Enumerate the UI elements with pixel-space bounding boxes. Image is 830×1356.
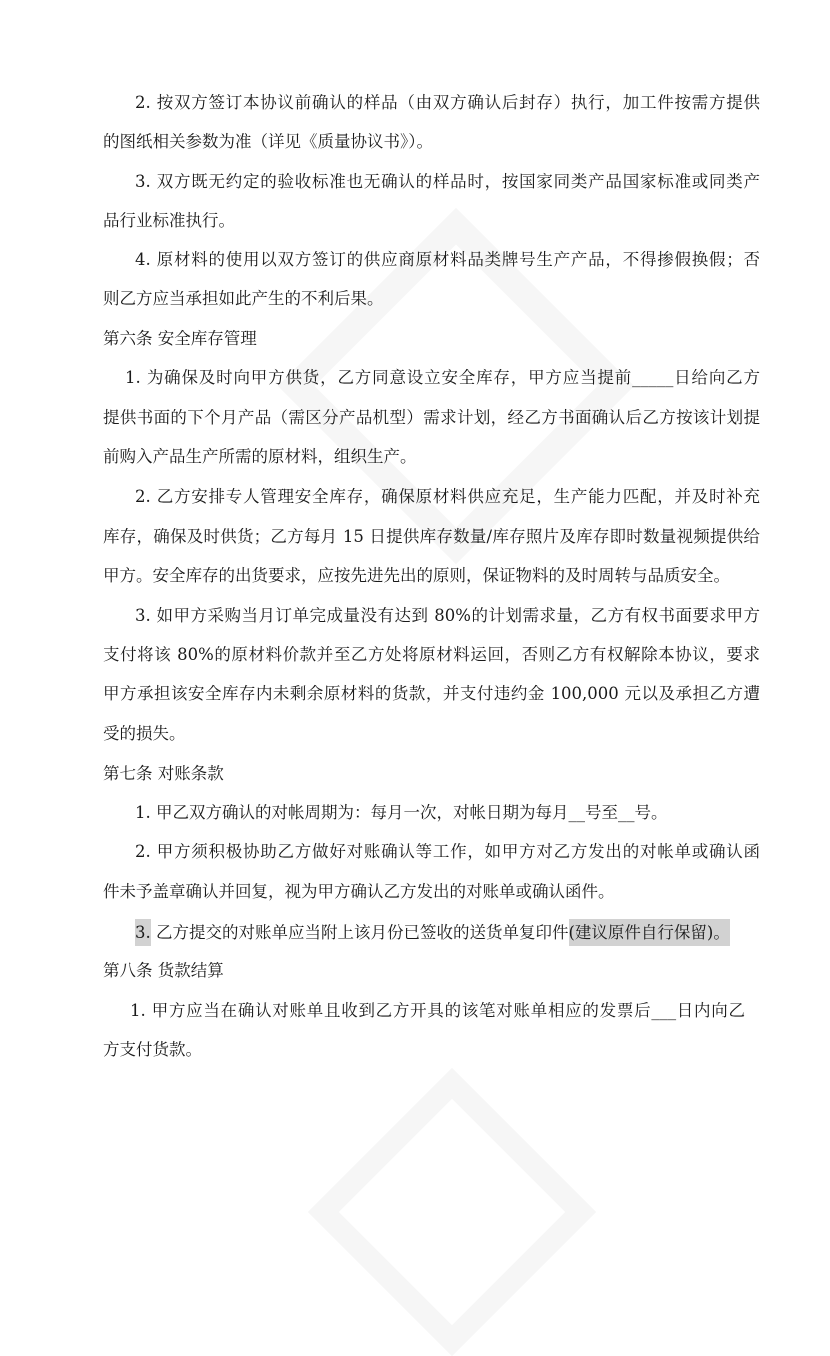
paragraph-line: 受的损失。 xyxy=(103,724,186,743)
paragraph-line: 3. 如甲方采购当月订单完成量没有达到 80%的计划需求量，乙方有权书面要求甲方 xyxy=(135,606,760,625)
paragraph-line xyxy=(135,922,730,944)
paragraph-line: 品行业标准执行。 xyxy=(103,211,235,230)
paragraph-line: 甲方承担该安全库存内未剩余原材料的货款，并支付违约金 100,000 元以及承担乙方遭 xyxy=(103,684,760,703)
paragraph-line: 前购入产品生产所需的原材料，组织生产。 xyxy=(103,447,417,466)
paragraph-line: 1. 为确保及时向甲方供货，乙方同意设立安全库存，甲方应当提前_____日给向乙方 xyxy=(125,368,760,387)
paragraph-line: 2. 甲方须积极协助乙方做好对账确认等工作，如甲方对乙方发出的对帐单或确认函 xyxy=(135,842,760,861)
paragraph-line: 1. 甲乙双方确认的对帐周期为：每月一次，对帐日期为每月__号至__号。 xyxy=(135,803,668,822)
highlighted-text: (建议原件自行保留)。 xyxy=(569,919,730,946)
watermark xyxy=(308,1068,596,1356)
section-heading: 第八条 货款结算 xyxy=(103,961,224,980)
paragraph-line: 方支付货款。 xyxy=(103,1040,202,1059)
paragraph-line: 提供书面的下个月产品（需区分产品机型）需求计划，经乙方书面确认后乙方按该计划提 xyxy=(103,408,760,427)
paragraph-line: 甲方。安全库存的出货要求，应按先进先出的原则，保证物料的及时周转与品质安全。 xyxy=(103,566,730,585)
paragraph-line: 2. 乙方安排专人管理安全库存，确保原材料供应充足，生产能力匹配，并及时补充 xyxy=(135,487,760,506)
paragraph-line: 3. 双方既无约定的验收标准也无确认的样品时，按国家同类产品国家标准或同类产 xyxy=(135,172,760,191)
paragraph-line: 支付将该 80%的原材料价款并至乙方处将原材料运回，否则乙方有权解除本协议，要求 xyxy=(103,645,760,664)
paragraph-line: 4. 原材料的使用以双方签订的供应商原材料品类牌号生产产品，不得掺假换假；否 xyxy=(135,250,760,269)
paragraph-line: 件未予盖章确认并回复，视为甲方确认乙方发出的对账单或确认函件。 xyxy=(103,882,615,901)
paragraph-line: 库存，确保及时供货；乙方每月 15 日提供库存数量/库存照片及库存即时数量视频提供给 xyxy=(103,527,760,546)
paragraph-text: 乙方提交的对账单应当附上该月份已签收的送货单复印件 xyxy=(150,923,569,942)
paragraph-line: 则乙方应当承担如此产生的不利后果。 xyxy=(103,289,384,308)
section-heading: 第七条 对账条款 xyxy=(103,764,224,783)
section-heading: 第六条 安全库存管理 xyxy=(103,329,257,348)
paragraph-line: 2. 按双方签订本协议前确认的样品（由双方确认后封存）执行，加工件按需方提供 xyxy=(135,93,760,112)
paragraph-line: 1. 甲方应当在确认对账单且收到乙方开具的该笔对账单相应的发票后___日内向乙 xyxy=(130,1001,745,1020)
paragraph-line: 的图纸相关参数为准（详见《质量协议书》）。 xyxy=(103,132,433,151)
highlighted-text: 3. xyxy=(135,919,151,946)
